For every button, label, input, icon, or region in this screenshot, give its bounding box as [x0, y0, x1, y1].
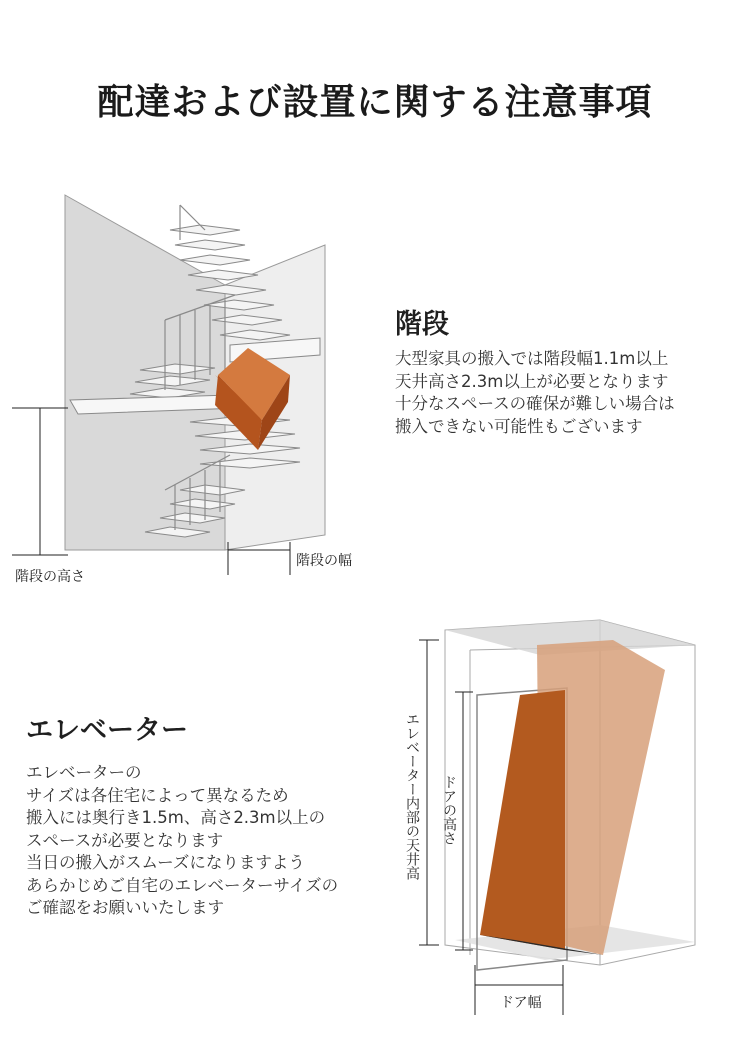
elevator-description: エレベーターの サイズは各住宅によって異なるため 搬入には奥行き1.5m、高さ2.3m以上の スペースが必要となります 当日の搬入がスムーズになりますよう あらかじめご自宅のエレベーターサイズの ご確認をお願いいたします	[26, 763, 339, 917]
stairs-description: 大型家具の搬入では階段幅1.1m以上 天井高さ2.3m以上が必要となります 十分なスペースの確保が難しい場合は 搬入できない可能性もございます	[395, 349, 675, 436]
stairs-illustration	[0, 190, 380, 590]
elevator-heading: エレベーター	[26, 715, 188, 746]
elevator-ceiling-label: エレベーター内部の天井高	[404, 712, 420, 880]
elevator-door-width-label: ドア幅	[500, 995, 542, 1011]
stairs-width-label: 階段の幅	[296, 553, 352, 569]
furniture-front-panel	[480, 690, 565, 950]
page-title: 配達および設置に関する注意事項	[97, 82, 653, 123]
elevator-door-height-label: ドアの高さ	[441, 775, 457, 845]
stairs-heading: 階段	[395, 309, 449, 340]
stairs-height-label: 階段の高さ	[15, 569, 85, 585]
